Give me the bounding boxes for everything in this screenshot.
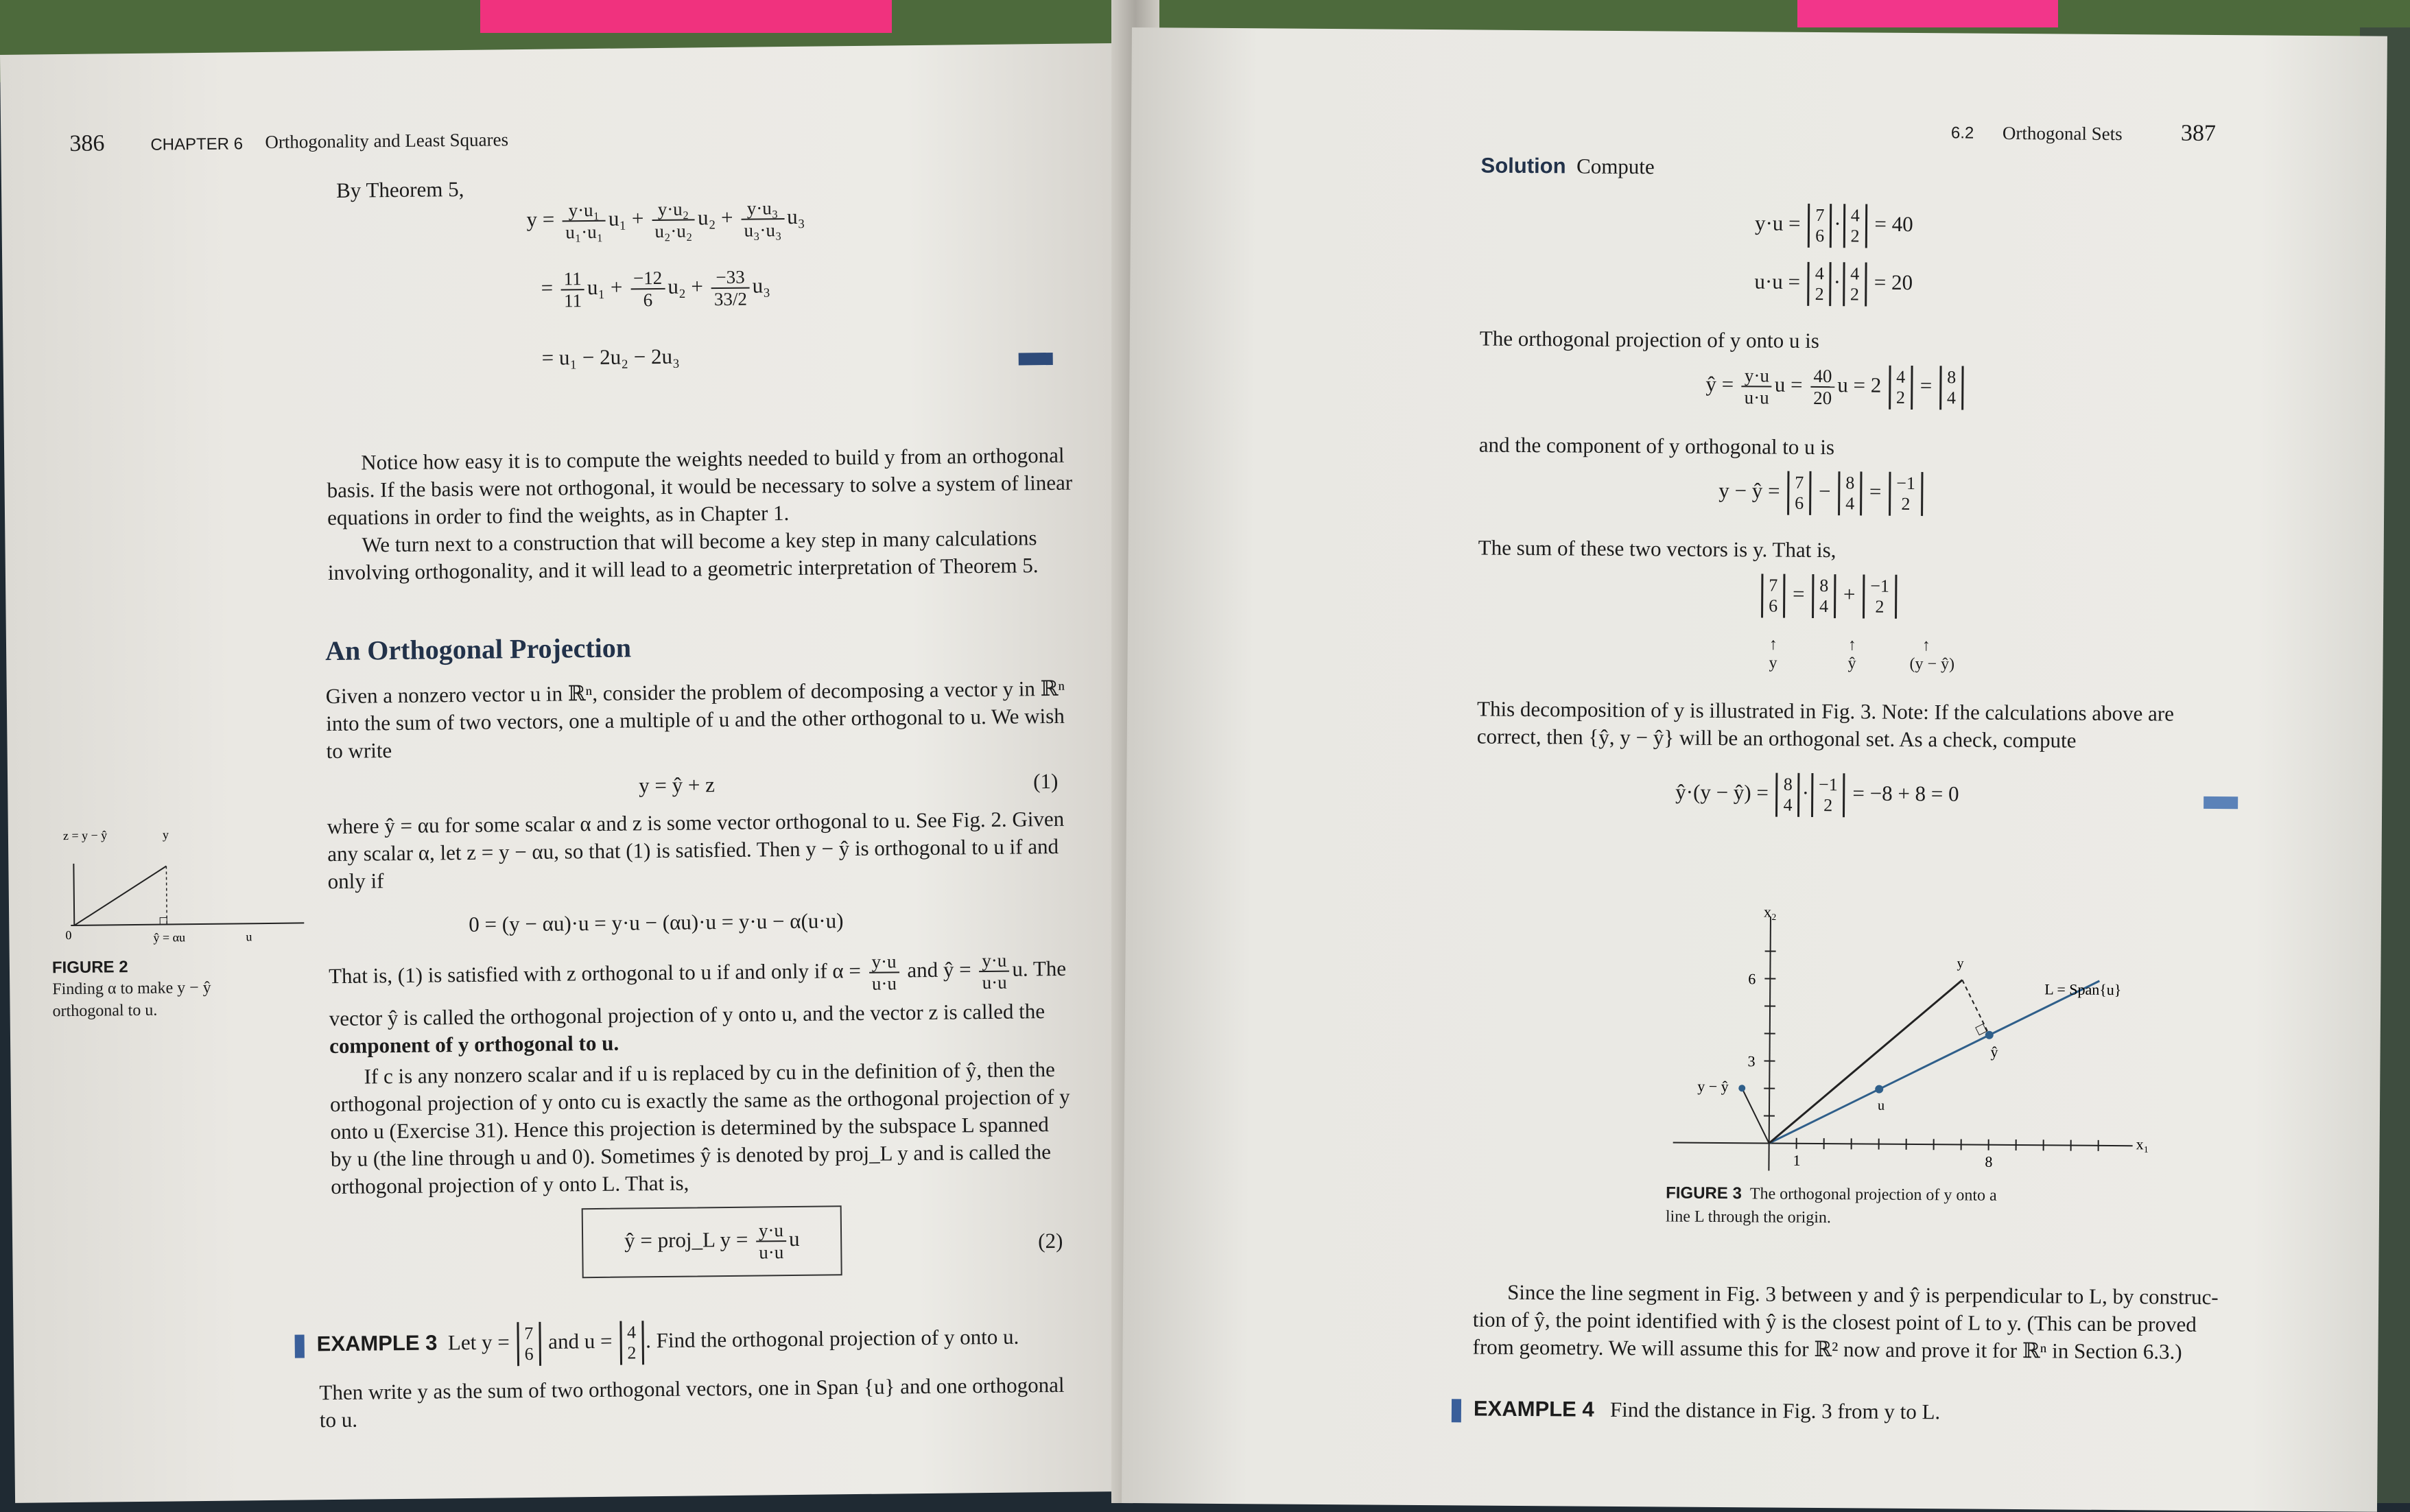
- paragraph-line: correct, then {ŷ, y − ŷ} will be an orthogonal set. As a check, compute: [1477, 723, 2077, 755]
- paragraph-line: any scalar α, let z = y − αu, so that (1) is satisfied. Then y − ŷ is orthogonal to u if and: [327, 833, 1059, 868]
- equation-number: (1): [1033, 768, 1059, 795]
- page-number: 386: [69, 130, 104, 157]
- figure-2-title: FIGURE 2: [52, 958, 128, 978]
- paragraph-line: We turn next to a construction that will become a key step in many calculations: [362, 524, 1037, 558]
- paragraph-line: into the sum of two vectors, one a multiple of u and the other orthogonal to u. We wish: [326, 702, 1065, 737]
- paragraph-line: equations in order to find the weights, as in Chapter 1.: [327, 499, 790, 532]
- by-theorem: By Theorem 5,: [336, 176, 464, 204]
- fig2-z-label: z = y − ŷ: [63, 828, 108, 842]
- paragraph-line: If c is any nonzero scalar and if u is replaced by cu in the definition of ŷ, then the: [364, 1056, 1055, 1091]
- figure-3-caption: line L through the origin.: [1666, 1207, 1831, 1227]
- sum-label: ↑ (y − ŷ): [1909, 637, 1954, 674]
- example-4: EXAMPLE 4 Find the distance in Fig. 3 from y to L.: [1452, 1395, 1941, 1426]
- paragraph-line: Since the line segment in Fig. 3 between y and ŷ is perpendicular to L, by construc-: [1507, 1279, 2219, 1311]
- fig3-y-label: y: [1957, 956, 1963, 971]
- equation-check: ŷ·(y − ŷ) = 8 4 · −1 2 = −8 + 8 = 0: [1675, 772, 1959, 818]
- paragraph-line: basis. If the basis were not orthogonal, it would be necessary to solve a system of linear: [327, 469, 1072, 504]
- figure-3-caption: FIGURE 3 The orthogonal projection of y onto a: [1666, 1183, 1997, 1205]
- sum-label: ↑ ŷ: [1847, 636, 1856, 673]
- figure-2-caption: Finding α to make y − ŷ: [52, 979, 211, 999]
- paragraph-line: vector ŷ is called the orthogonal projection of y onto u, and the vector z is called the: [329, 997, 1045, 1032]
- page-number: 387: [2181, 121, 2216, 147]
- projection-formula-box: ŷ = proj_L y = $\frac{y\cdot u}{u\cdot u}$ u: [582, 1205, 842, 1278]
- example-bar: [295, 1334, 305, 1358]
- equation-number: (2): [1038, 1227, 1063, 1255]
- paragraph-line: orthogonal projection of y onto L. That is,: [331, 1170, 689, 1201]
- paragraph-line: Given a nonzero vector u in ℝⁿ, consider the problem of decomposing a vector y in ℝⁿ: [326, 675, 1065, 710]
- fig2-yhat-label: ŷ = αu: [153, 930, 185, 944]
- paragraph-line: The sum of these two vectors is y. That is,: [1478, 534, 1836, 565]
- paragraph-line: This decomposition of y is illustrated in Fig. 3. Note: If the calculations above are: [1477, 696, 2174, 728]
- sticky-tab: [1797, 0, 2058, 27]
- equation-3: = u₁ − 2u₂ − 2u₃: [541, 343, 680, 372]
- chapter-label: CHAPTER 6: [150, 134, 243, 154]
- section-title: An Orthogonal Projection: [325, 631, 631, 667]
- equation-2: = $\frac{11}{11}$ u₁ + $\frac{-12}{6}$ u₂ + $\frac{-33}{33/2}$ u₃: [541, 266, 770, 311]
- paragraph-line: to u.: [320, 1406, 358, 1434]
- paragraph-line: and the component of y orthogonal to u is: [1479, 432, 1835, 462]
- paragraph-line: orthogonal projection of y onto cu is exactly the same as the orthogonal projection of y: [330, 1083, 1070, 1118]
- equation-zero: 0 = (y − αu)·u = y·u − (αu)·u = y·u − α(u·u): [469, 907, 844, 938]
- figure-2-caption: orthogonal to u.: [52, 1002, 157, 1021]
- equation-sum: 7 6 = 8 4 + −1 2: [1759, 574, 1899, 618]
- equation-projection: ŷ = $\frac{y\cdot u}{u\cdot u}$ u = $\frac{40}{20}$ u = 2 4 2 = 8 4: [1705, 364, 1965, 410]
- example-bar: [1452, 1399, 1461, 1422]
- paragraph-line: tion of ŷ, the point identified with ŷ is the closest point of L to y. (This can be proved: [1473, 1306, 2197, 1338]
- paragraph-line: Notice how easy it is to compute the weights needed to build y from an orthogonal: [361, 442, 1065, 477]
- paragraph-line: Then write y as the sum of two orthogonal vectors, one in Span {u} and one orthogonal: [319, 1371, 1064, 1406]
- chapter-title: Orthogonality and Least Squares: [265, 129, 508, 153]
- paragraph-line: onto u (Exercise 31). Hence this projection is determined by the subspace L spanned: [330, 1111, 1049, 1146]
- fig3-x1-label: x₁: [2136, 1135, 2149, 1153]
- paragraph-line: The orthogonal projection of y onto u is: [1480, 325, 1819, 355]
- equation-decomposition: y = ŷ + z: [639, 771, 715, 799]
- equation-uu: u·u = 4 2 · 4 2 = 20: [1754, 261, 1913, 307]
- paragraph-line: only if: [327, 867, 383, 895]
- end-of-example-mark: [2204, 796, 2238, 809]
- paragraph-line: from geometry. We will assume this for ℝ² now and prove it for ℝⁿ in Section 6.3.): [1472, 1334, 2182, 1366]
- end-of-example-mark: [1019, 353, 1053, 366]
- equation-yu: y·u = 7 6 · 4 2 = 40: [1755, 203, 1913, 248]
- paragraph-line: where ŷ = αu for some scalar α and z is some vector orthogonal to u. See Fig. 2. Given: [327, 805, 1065, 840]
- solution-line: Solution Compute: [1480, 152, 1654, 181]
- fig3-L-label: L = Span{u}: [2044, 980, 2121, 998]
- sticky-tab: [480, 0, 892, 33]
- paragraph-line: That is, (1) is satisfied with z orthogonal to u if and only if α = $\frac{y\cdot u}{u\cdot u}$ and ŷ = $\frac{y\cdot u}{u\cdot u}$ u. The: [329, 949, 1067, 1000]
- fig3-one-label: 1: [1793, 1152, 1800, 1169]
- equation-component: y − ŷ = 7 6 − 8 4 = −1 2: [1718, 471, 1925, 516]
- paragraph-line: involving orthogonality, and it will lead to a geometric interpretation of Theorem 5.: [328, 552, 1039, 587]
- sum-label: ↑ y: [1769, 636, 1777, 673]
- fig2-y-label: y: [163, 827, 169, 841]
- fig3-ymy-label: y − ŷ: [1697, 1078, 1729, 1095]
- fig3-u-label: u: [1878, 1098, 1885, 1113]
- fig3-yhat-label: ŷ: [1991, 1043, 1998, 1061]
- example-3: EXAMPLE 3 Let y = 7 6 and u = 4 2 . Find the orthogonal projection of y onto u.: [294, 1317, 1019, 1369]
- figure-2-diagram: [49, 820, 311, 960]
- fig3-x2-label: x₂: [1764, 903, 1777, 920]
- paragraph-line: to write: [326, 737, 392, 765]
- fig3-eight-label: 8: [1985, 1153, 1992, 1170]
- paragraph-line: by u (the line through u and 0). Sometimes ŷ is denoted by proj_L y and is called the: [331, 1138, 1051, 1173]
- paragraph-line: component of y orthogonal to u.: [329, 1030, 619, 1060]
- fig3-three-label: 3: [1747, 1052, 1755, 1070]
- equation-1: y = $\frac{\text{y·u₁}}{\text{u₁·u₁}}$ u₁ + $\frac{\text{y·u₂}}{\text{u₂·u₂}}$ u₂ + $\frac{\text{y·u₃}}{\text{u₃·u₃}}$ u₃: [526, 198, 805, 243]
- fig3-six-label: 6: [1748, 970, 1756, 987]
- fig2-zero-label: 0: [65, 928, 71, 942]
- left-page: [0, 43, 1147, 1503]
- right-page: [1122, 27, 2387, 1512]
- section-number: 6.2: [1951, 123, 1974, 143]
- figure-3-diagram: [1659, 895, 2155, 1187]
- section-header: Orthogonal Sets: [2003, 123, 2123, 145]
- fig2-u-label: u: [246, 930, 252, 943]
